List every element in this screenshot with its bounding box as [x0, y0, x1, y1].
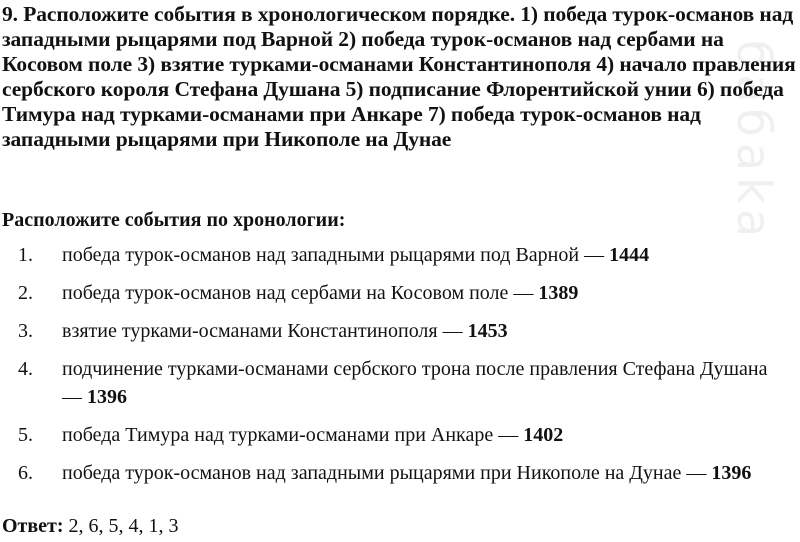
item-text: победа Тимура над турками-османами при Анкаре —: [62, 424, 519, 446]
item-text: победа турок-османов над сербами на Косовом поле —: [62, 282, 534, 304]
list-item: [0, 355, 790, 411]
list-item: [0, 279, 790, 307]
list-item: [0, 241, 790, 269]
item-text: победа турок-османов над западными рыцарями при Никополе на Дунае —: [62, 462, 707, 484]
item-number: 6.: [18, 462, 33, 484]
item-year: 1402: [523, 424, 564, 446]
item-year: 1396: [87, 386, 127, 408]
item-text: подчинение турками-османами сербского трона после правления Стефана Душана —: [62, 358, 768, 408]
item-text: победа турок-османов над западными рыцарями под Варной —: [62, 244, 605, 266]
answer-value: 2, 6, 5, 4, 1, 3: [68, 515, 179, 537]
list-item: [0, 421, 790, 449]
answer-label: Ответ:: [2, 515, 64, 537]
item-number: 5.: [18, 424, 33, 446]
chronology-list: [0, 241, 790, 497]
question-text: 9. Расположите события в хронологическом порядке. 1) победа турок-османов над западными рыцарями под Варной 2) победа турок-османов над сербами на Косовом поле 3) взятие турками-османами Константинополя 4) начало правления сербского короля Стефана Душана 5) подписание Флорентийской унии 6) победа Тимура над турками-османами при Анкаре 7) победа турок-османов над западными рыцарями при Никополе на Дунае: [2, 2, 796, 151]
watermark: бaбaka: [727, 40, 781, 244]
answer-line: [2, 513, 179, 539]
item-number: 3.: [18, 320, 33, 342]
item-year: 1444: [609, 244, 650, 266]
item-number: 2.: [18, 282, 33, 304]
item-year: 1389: [538, 282, 579, 304]
item-number: 1.: [18, 244, 33, 266]
list-item: [0, 459, 790, 487]
item-number: 4.: [18, 358, 33, 380]
item-text: взятие турками-османами Константинополя —: [62, 320, 463, 342]
solution-heading: Расположите события по хронологии:: [2, 209, 346, 231]
list-item: [0, 317, 790, 345]
item-year: 1396: [711, 462, 752, 484]
item-year: 1453: [467, 320, 508, 342]
